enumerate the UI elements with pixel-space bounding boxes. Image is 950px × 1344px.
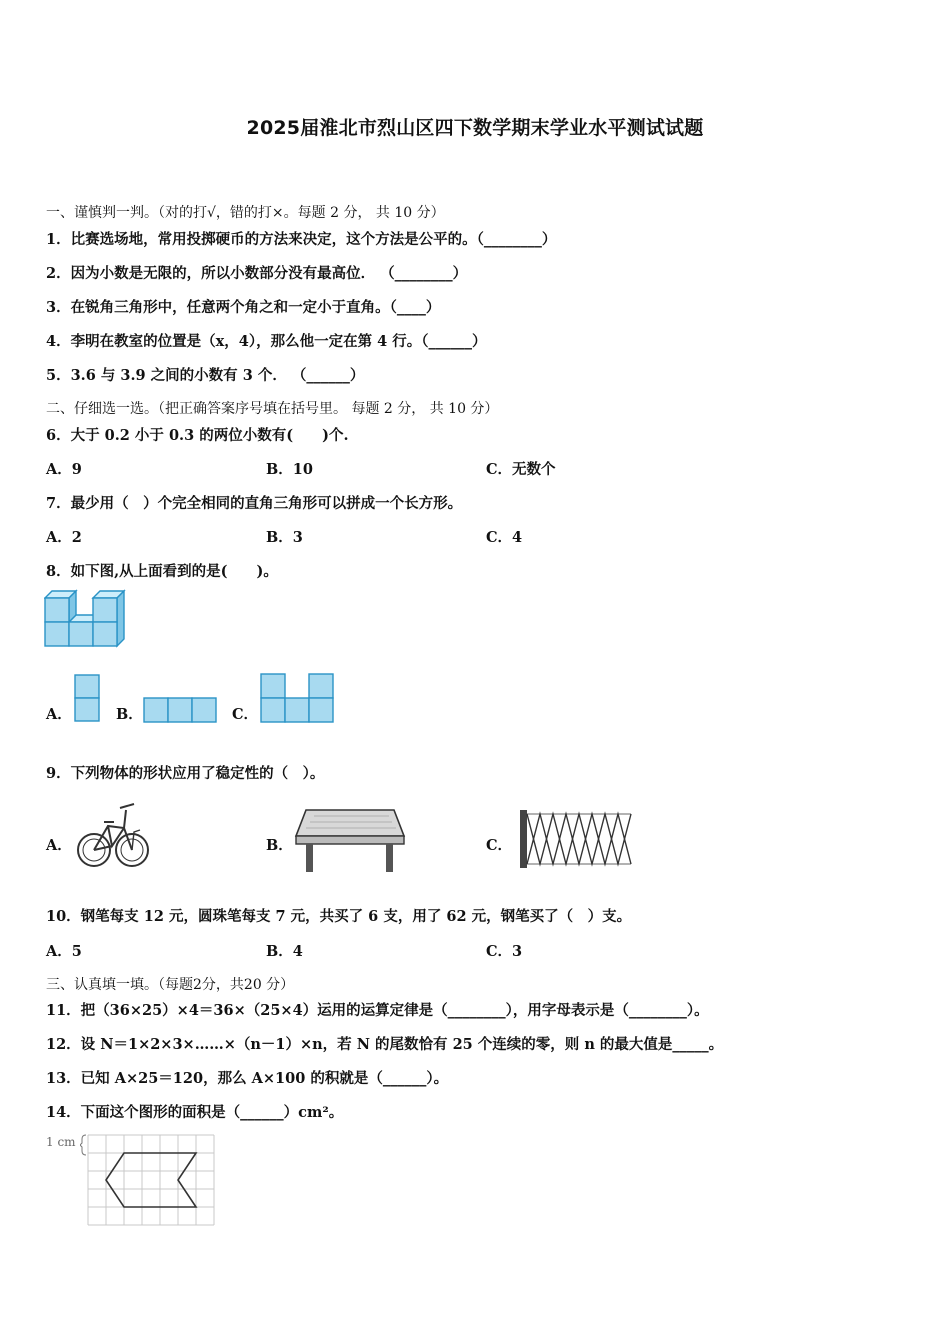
question-8: 8．如下图,从上面看到的是( )。: [46, 563, 278, 580]
question-13: 13．已知 A×25＝120，那么 A×100 的积就是（______）。: [46, 1070, 449, 1087]
q10-option-a: A．5: [46, 943, 82, 960]
grid-scale-label: 1 cm: [46, 1135, 76, 1149]
scale-brace: [80, 1135, 86, 1155]
q8-a-square-2: [75, 698, 99, 721]
q8-option-c-figure: [260, 673, 336, 725]
question-7: 7．最少用（ ）个完全相同的直角三角形可以拼成一个长方形。: [46, 495, 463, 512]
q8-option-b-figure: [143, 697, 219, 725]
question-6: 6．大于 0.2 小于 0.3 的两位小数有( )个.: [46, 427, 349, 444]
q8-c-square-1: [261, 674, 285, 698]
q8-c-square-5: [309, 698, 333, 722]
section-1-heading: 一、谨慎判一判。（对的打√，错的打×。每题 2 分， 共 10 分）: [46, 205, 445, 221]
q8-option-c: C．: [232, 706, 259, 723]
question-3: 3．在锐角三角形中，任意两个角之和一定小于直角。（____）: [46, 299, 441, 316]
question-5: 5．3.6 与 3.9 之间的小数有 3 个． （______）: [46, 367, 365, 384]
q6-option-c: C．无数个: [486, 461, 556, 478]
cube-arrangement-figure: [44, 589, 130, 651]
bicycle-picture: [74, 796, 152, 874]
q8-b-square-3: [192, 698, 216, 722]
q8-a-square-1: [75, 675, 99, 698]
q8-c-square-2: [309, 674, 333, 698]
q7-option-a: A．2: [46, 529, 82, 546]
question-1: 1．比赛选场地，常用投掷硬币的方法来决定，这个方法是公平的。（________）: [46, 231, 557, 248]
q8-c-square-4: [285, 698, 309, 722]
question-11: 11．把（36×25）×4＝36×（25×4）运用的运算定律是（________），用字母表示是（________）。: [46, 1002, 709, 1019]
cube-front-upper-left: [45, 598, 69, 622]
cube-side-right: [117, 591, 124, 646]
q8-option-b: B．: [116, 706, 143, 723]
q9-option-c: C．: [486, 837, 513, 854]
q10-option-b: B．4: [266, 943, 303, 960]
question-12: 12．设 N＝1×2×3×……×（n－1）×n，若 N 的尾数恰有 25 个连续的零，则 n 的最大值是_____。: [46, 1036, 724, 1053]
q7-option-c: C．4: [486, 529, 523, 546]
section-2-heading: 二、仔细选一选。（把正确答案序号填在括号里。 每题 2 分， 共 10 分）: [46, 401, 499, 417]
q9-option-a: A．: [46, 837, 72, 854]
q10-option-c: C．3: [486, 943, 523, 960]
q6-option-a: A．9: [46, 461, 82, 478]
q6-option-b: B．10: [266, 461, 313, 478]
q8-option-a: A．: [46, 706, 72, 723]
question-14: 14．下面这个图形的面积是（______）cm²。: [46, 1104, 344, 1121]
grid-area-figure: [80, 1131, 220, 1231]
q8-c-square-3: [261, 698, 285, 722]
q8-option-a-figure: [74, 674, 102, 724]
cube-front-lower-middle: [69, 622, 93, 646]
cube-front-lower-left: [45, 622, 69, 646]
question-9: 9．下列物体的形状应用了稳定性的（ ）。: [46, 765, 325, 782]
q9-option-b: B．: [266, 837, 293, 854]
retractable-gate-picture: [518, 808, 636, 870]
grid-shape-outline: [106, 1153, 196, 1207]
page-title: 2025届淮北市烈山区四下数学期末学业水平测试试题: [246, 117, 704, 139]
question-4: 4．李明在教室的位置是（x，4），那么他一定在第 4 行。（______）: [46, 333, 487, 350]
section-3-heading: 三、认真填一填。（每题2分，共20 分）: [46, 977, 295, 993]
q7-option-b: B．3: [266, 529, 303, 546]
question-2: 2．因为小数是无限的，所以小数部分没有最高位． （________）: [46, 265, 468, 282]
cube-front-upper-right: [93, 598, 117, 622]
q8-b-square-2: [168, 698, 192, 722]
table-picture: [294, 806, 406, 874]
question-10: 10．钢笔每支 12 元，圆珠笔每支 7 元，共买了 6 支，用了 62 元，钢笔买了（ ）支。: [46, 908, 632, 925]
q8-b-square-1: [144, 698, 168, 722]
cube-front-lower-right: [93, 622, 117, 646]
